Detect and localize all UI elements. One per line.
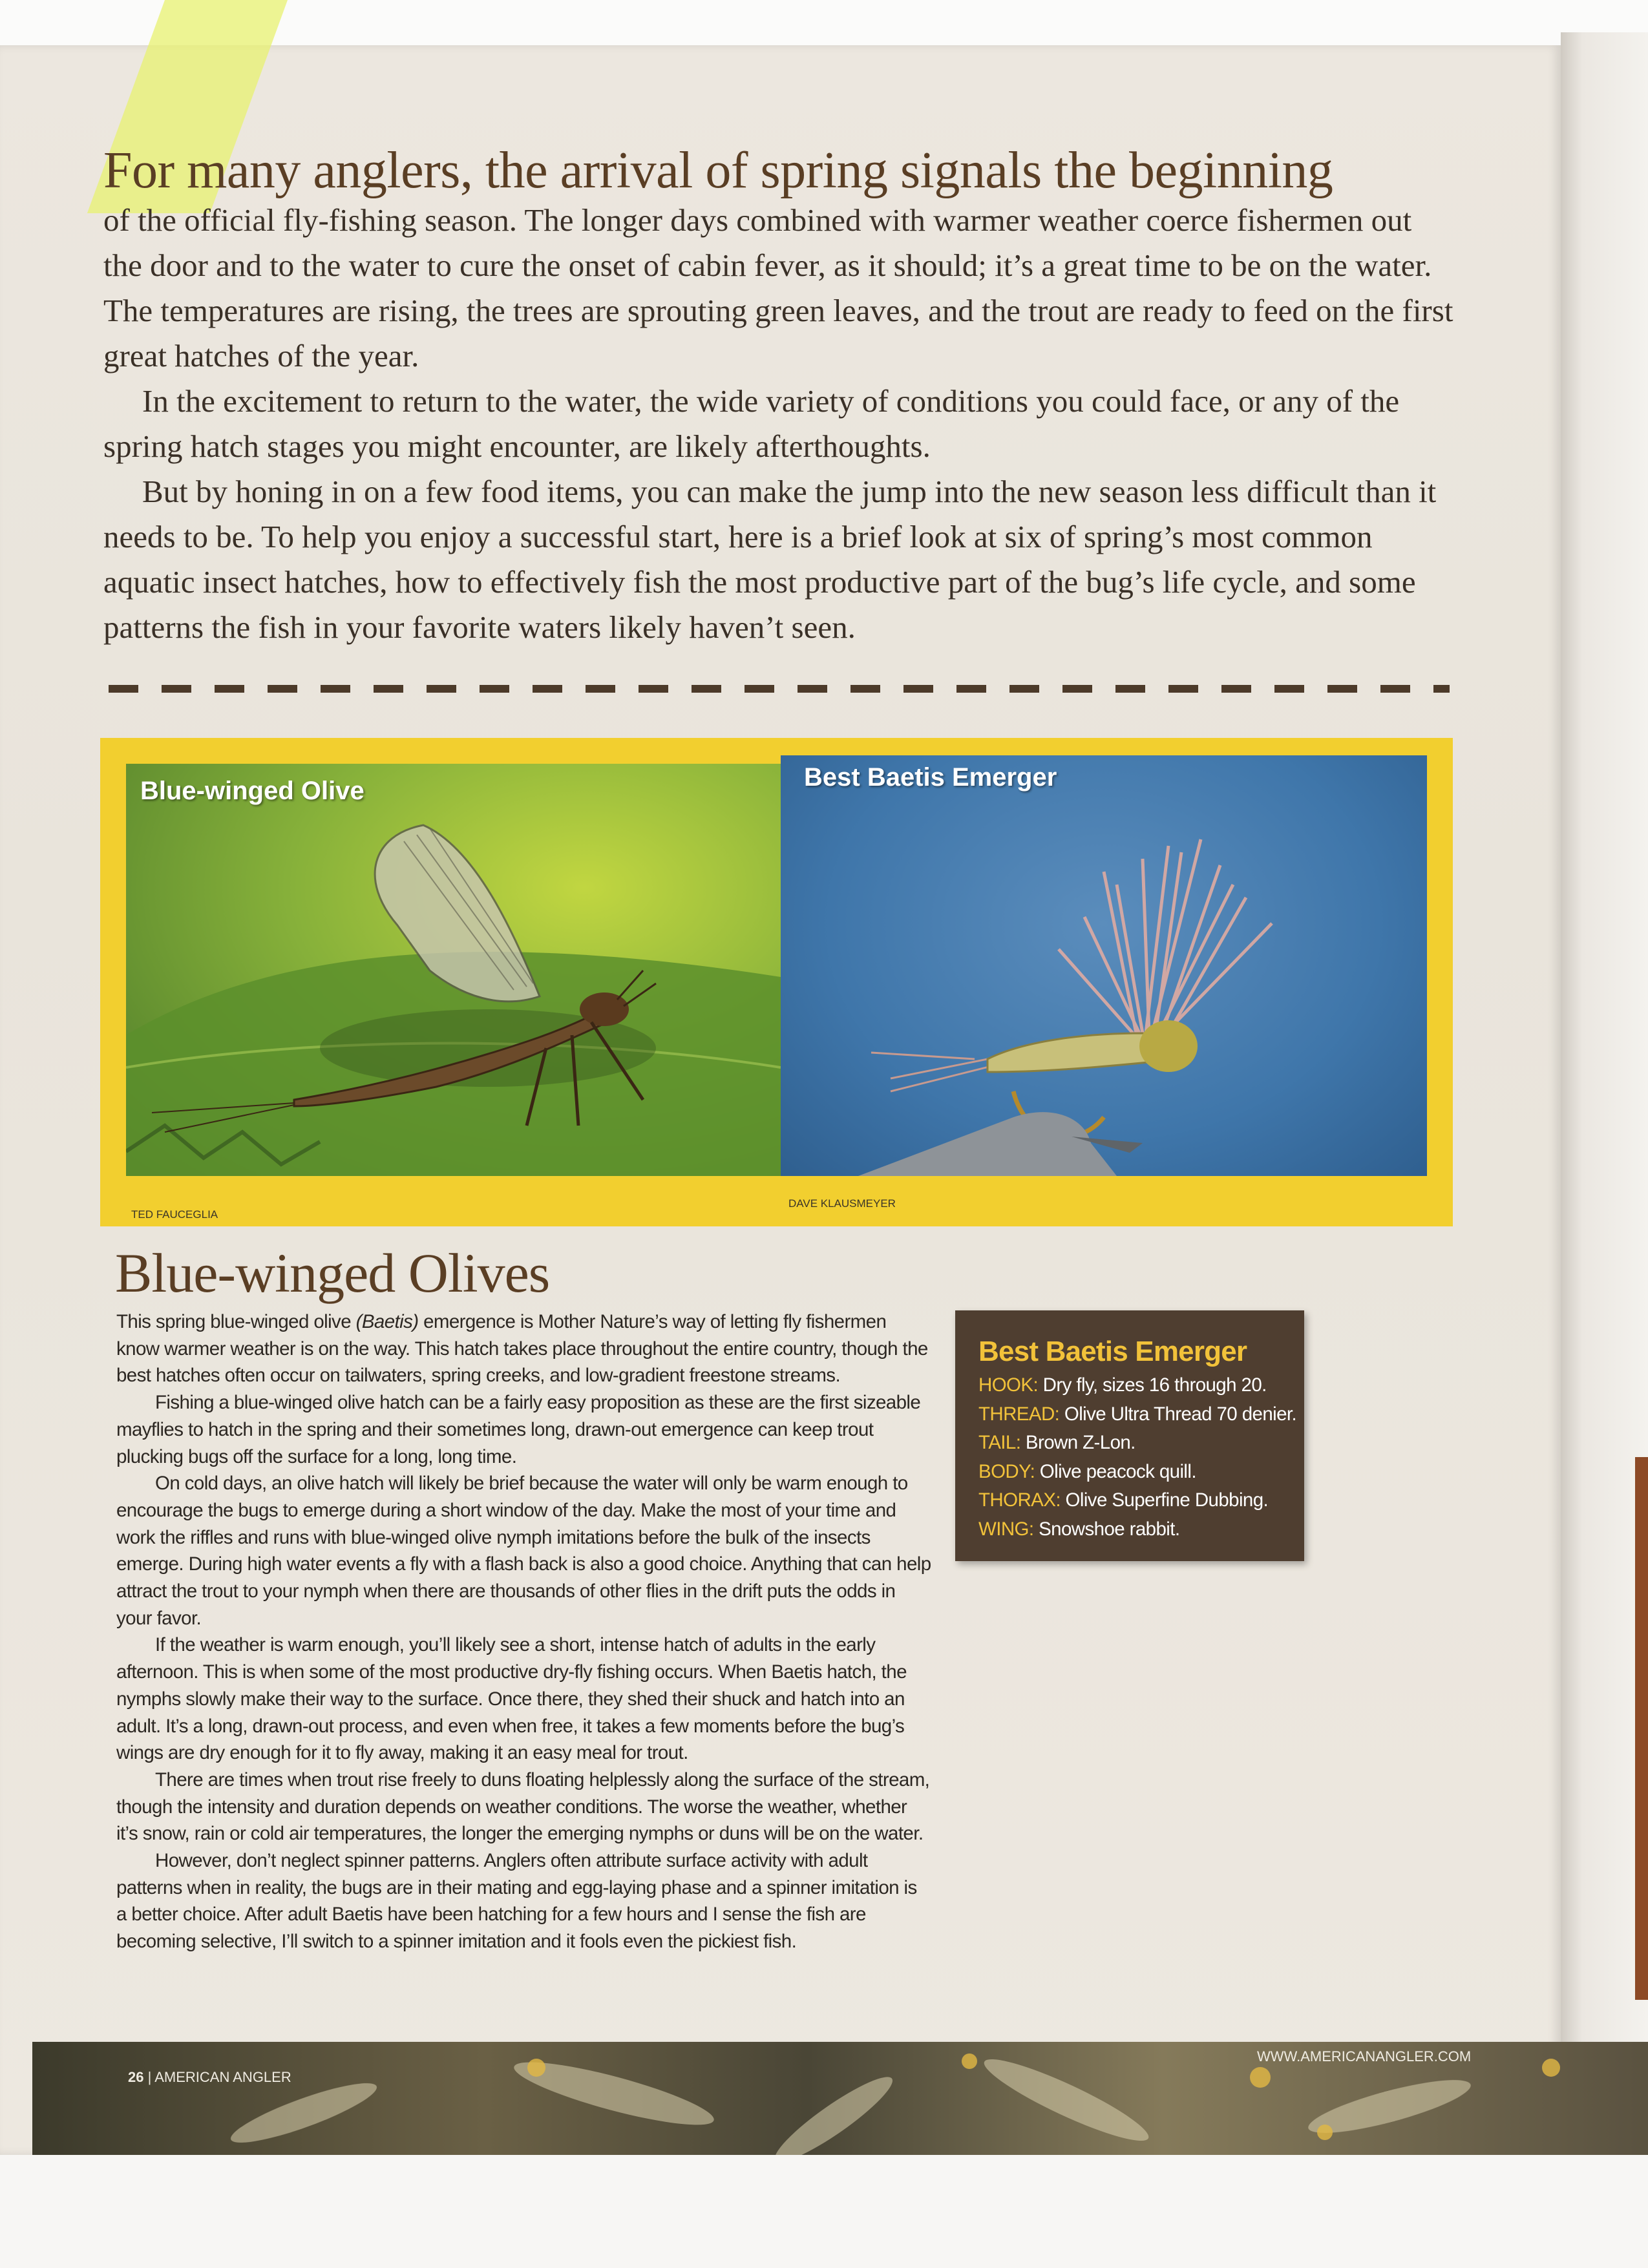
left-photo-credit: TED FAUCEGLIA	[131, 1208, 218, 1221]
page-footer	[32, 2042, 1648, 2155]
fly-pattern-photo	[781, 755, 1427, 1176]
intro-paragraph-2: In the excitement to return to the water, the wide variety of conditions you could face, or any of the spring hatch stages you might encounter, are likely afterthoughts.	[103, 383, 1400, 464]
recipe-key: HOOK:	[978, 1374, 1039, 1396]
recipe-title: Best Baetis Emerger	[978, 1336, 1247, 1367]
article-paragraph-5: There are times when trout rise freely to duns floating helplessly along the surface of the stream, though the intensity and duration depends on weather conditions. The worse the weather, whether it’s snow, rain or cold air temperatures, the longer the emerging nymphs or duns will be on the water.	[116, 1769, 930, 1845]
photo-band	[100, 738, 1453, 1226]
mayfly-photo	[126, 764, 781, 1176]
p1-text-b: emergence is Mother Nature’s way of letting fly fishermen know warmer weather is on the way. This hatch takes place throughout the entire country, though the best hatches often occur on tailwaters, spring creeks, and low-gradient freestone streams.	[116, 1311, 928, 1387]
dashed-divider	[109, 685, 1450, 693]
emerger-fly-illustration	[781, 755, 1427, 1176]
intro-section	[103, 142, 1454, 650]
mayfly-illustration	[126, 764, 781, 1176]
recipe-key: WING:	[978, 1518, 1034, 1540]
right-photo-title: Best Baetis Emerger	[804, 763, 1057, 792]
page-number: 26	[128, 2069, 144, 2085]
p1-scientific-name: (Baetis)	[355, 1311, 419, 1332]
scan-margin-bottom	[0, 2155, 1648, 2268]
fly-recipe-box	[955, 1310, 1304, 1561]
website-url[interactable]: WWW.AMERICANANGLER.COM	[1257, 2048, 1472, 2064]
recipe-row	[978, 1515, 1285, 1544]
intro-lead: For many anglers, the arrival of spring signals the beginning	[103, 142, 1333, 199]
p1-text-a: This spring blue-winged olive	[116, 1311, 356, 1332]
recipe-key: TAIL:	[978, 1432, 1021, 1453]
right-photo-credit: DAVE KLAUSMEYER	[788, 1197, 896, 1210]
article-paragraph-6: However, don’t neglect spinner patterns. Anglers often attribute surface activity with adult patterns when in reality, the bugs are in their mating and egg-laying phase and a spinner imitation is a better choice. After adult Baetis have been hatching for a few hours and I sense the fish are becoming selective, I’ll switch to a spinner imitation and it fools even the pickiest fish.	[116, 1850, 917, 1953]
recipe-key: BODY:	[978, 1460, 1035, 1482]
article-paragraph-1	[116, 1308, 932, 1389]
recipe-value: Brown Z-Lon.	[1020, 1432, 1136, 1453]
recipe-value: Olive peacock quill.	[1035, 1460, 1196, 1482]
recipe-row	[978, 1371, 1285, 1400]
magazine-name: AMERICAN ANGLER	[154, 2069, 291, 2085]
footer-folio	[128, 2069, 291, 2086]
recipe-row	[978, 1486, 1285, 1515]
recipe-key: THREAD:	[978, 1403, 1060, 1425]
intro-p1-text: of the official fly-fishing season. The longer days combined with warmer weather coerce fishermen out the door and to the water to cure the onset of cabin fever, as it should; it’s a great time to be on the water. The temperatures are rising, the trees are sprouting green leaves, and the trout are ready to feed on the first great hatches of the year.	[103, 202, 1453, 373]
adjacent-page-strip	[1635, 1457, 1648, 2000]
recipe-value: Snowshoe rabbit.	[1033, 1518, 1180, 1540]
recipe-row	[978, 1458, 1285, 1487]
recipe-value: Dry fly, sizes 16 through 20.	[1038, 1374, 1267, 1396]
article-paragraph-3: On cold days, an olive hatch will likely be brief because the water will only be warm enough to encourage the bugs to emerge during a short window of the day. Make the most of your time and work the riffles and runs with blue-winged olive nymph imitations before the bulk of the insects emerge. During high water events a fly with a flash back is also a good choice. Anything that can help attract the trout to your nymph when there are thousands of other flies in the drift puts the odds in your favor.	[116, 1473, 931, 1629]
article-paragraph-2: Fishing a blue-winged olive hatch can be a fairly easy proposition as these are the first sizeable mayflies to hatch in the spring and their sometimes long, drawn-out emergence can keep trout plucking bugs off the surface for a long, long time.	[116, 1392, 921, 1467]
left-photo-title: Blue-winged Olive	[140, 777, 364, 805]
recipe-value: Olive Ultra Thread 70 denier.	[1059, 1403, 1297, 1425]
folio-separator: |	[147, 2069, 152, 2085]
recipe-value: Olive Superfine Dubbing.	[1060, 1489, 1269, 1511]
intro-paragraph-1	[103, 142, 1454, 379]
article-body	[116, 1308, 932, 1955]
recipe-row	[978, 1429, 1285, 1458]
intro-paragraph-3: But by honing in on a few food items, you can make the jump into the new season less difficult than it needs to be. To help you enjoy a successful start, here is a brief look at six of spring’s most common aquatic insect hatches, how to effectively fish the most productive part of the bug’s life cycle, and some patterns the fish in your favorite waters likely haven’t seen.	[103, 474, 1437, 645]
recipe-row	[978, 1400, 1297, 1429]
recipe-key: THORAX:	[978, 1489, 1061, 1511]
section-heading: Blue-winged Olives	[115, 1242, 550, 1304]
article-paragraph-4: If the weather is warm enough, you’ll likely see a short, intense hatch of adults in the early afternoon. This is when some of the most productive dry-fly fishing occurs. When Baetis hatch, the nymphs slowly make their way to the surface. Once there, they shed their shuck and hatch into an adult. It’s a long, drawn-out process, and even when free, it takes a few moments before the bug’s wings are dry enough for it to fly away, making it an easy meal for trout.	[116, 1634, 907, 1764]
